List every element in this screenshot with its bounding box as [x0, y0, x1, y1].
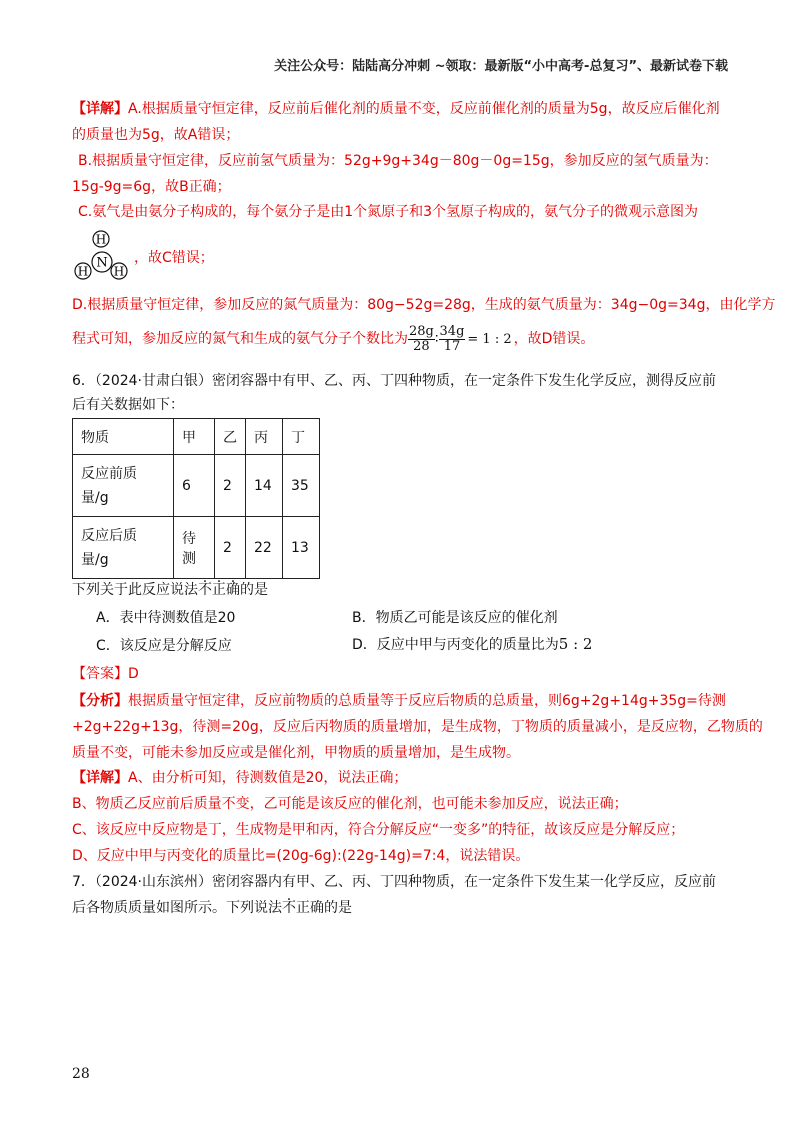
q6-data-table [72, 418, 320, 579]
molecule-h-atom-left: H [77, 264, 89, 279]
q7-stem-line2: 后各物质质量如图所示。下列说法不正确的是 [72, 900, 352, 916]
q7-stem-line1: 7．（2024·山东滨州）密闭容器内有甲、乙、丙、丁四种物质，在一定条件下发生某一化学反应，反应前 [72, 874, 716, 890]
table-cell: 14 [246, 455, 283, 517]
q6-option-b[interactable]: B．物质乙可能是该反应的催化剂 [352, 610, 558, 626]
q5-detail-c-line2: ，故C错误； [134, 250, 214, 266]
table-header-cell: 丁 [283, 419, 320, 455]
q6-option-c[interactable]: C．该反应是分解反应 [96, 638, 232, 654]
q6-analysis-line1: 【分析】根据质量守恒定律，反应前物质的总质量等于反应后物质的总质量，则6g+2g+14g+35g=待测 [72, 693, 726, 709]
q6-analysis-line3: 质量不变，可能未参加反应或是催化剂，甲物质的质量增加，是生成物。 [72, 745, 520, 761]
q6-detail-b: B、物质乙反应前后质量不变，乙可能是该反应的催化剂，也可能未参加反应，说法正确； [72, 796, 628, 812]
q5-detail-a-line1: 【详解】A.根据质量守恒定律，反应前后催化剂的质量不变，反应前催化剂的质量为5g，故反应后催化剂 [72, 101, 720, 117]
table-row [73, 455, 320, 517]
table-header-cell: 丙 [246, 419, 283, 455]
q6-stem-line1: 6．（2024·甘肃白银）密闭容器中有甲、乙、丙、丁四种物质，在一定条件下发生化学反应，测得反应前 [72, 373, 716, 389]
q5-detail-a-line2: 的质量也为5g，故A错误； [72, 127, 240, 143]
table-header-row [73, 419, 320, 455]
q6-stem-line2: 后有关数据如下： [72, 397, 184, 413]
molecule-h-atom-right: H [113, 264, 125, 279]
table-cell: 35 [283, 455, 320, 517]
fraction-34g-17: $\frac{34g}{17}$ [439, 323, 465, 354]
table-cell: 22 [246, 517, 283, 579]
q6-detail-a: 【详解】A、由分析可知，待测数值是20，说法正确； [72, 770, 408, 786]
molecule-h-atom-top: H [95, 232, 107, 247]
q6-detail-d: D、反应中甲与丙变化的质量比=(20g-6g):(22g-14g)=7:4，说法错误。 [72, 848, 530, 864]
ammonia-molecule-diagram [72, 228, 130, 284]
q6-analysis-line2: +2g+22g+13g，待测=20g，反应后丙物质的质量增加，是生成物，丁物质的质量减小，是反应物，乙物质的 [72, 719, 763, 735]
table-cell: 13 [283, 517, 320, 579]
table-cell: 6 [174, 455, 215, 517]
q6-question: 下列关于此反应说法不正确的是 [72, 582, 268, 598]
fraction-28g-28: $\frac{28g}{28}$ [409, 323, 434, 354]
q6-option-d[interactable]: D．反应中甲与丙变化的质量比为5 : 2 [352, 635, 593, 653]
q5-detail-b-line2: 15g-9g=6g，故B正确； [72, 179, 231, 195]
table-row-label: 反应前质 量/g [73, 455, 174, 517]
q6-answer: 【答案】D [72, 666, 139, 682]
q6-detail-c: C、该反应中反应物是丁，生成物是甲和丙，符合分解反应“一变多”的特征，故该反应是分解反应； [72, 822, 685, 838]
table-header-cell: 乙 [215, 419, 246, 455]
q5-detail-c-line1: C.氨气是由氨分子构成的，每个氨分子是由1个氮原子和3个氢原子构成的，氨气分子的微观示意图为 [78, 204, 699, 220]
table-cell: 2 [215, 455, 246, 517]
page-number: 28 [72, 1066, 90, 1082]
table-cell: 2 [215, 517, 246, 579]
table-cell: 待测 [174, 517, 215, 579]
q5-detail-d-line2: 程式可知，参加反应的氮气和生成的氨气分子个数比为 $\frac{28g}{28}$ ∶ $\frac{34g}{17}$ = 1 : 2 ，故D错误。 [72, 323, 595, 354]
q6-option-a[interactable]: A．表中待测数值是20 [96, 610, 236, 626]
q5-detail-b-line1: B.根据质量守恒定律，反应前氢气质量为：52g+9g+34g－80g－0g=15g，参加反应的氢气质量为： [78, 153, 718, 169]
table-row-label: 反应后质 量/g [73, 517, 174, 579]
page-header: 关注公众号：陆陆高分冲刺 ~领取：最新版“小中高考-总复习”、最新试卷下载 [274, 59, 728, 74]
table-header-cell: 物质 [73, 419, 174, 455]
molecule-n-atom: N [96, 255, 108, 271]
table-row [73, 517, 320, 579]
q5-detail-d-line1: D.根据质量守恒定律，参加反应的氮气质量为：80g−52g=28g，生成的氨气质量为：34g−0g=34g，由化学方 [72, 297, 776, 313]
table-header-cell: 甲 [174, 419, 215, 455]
